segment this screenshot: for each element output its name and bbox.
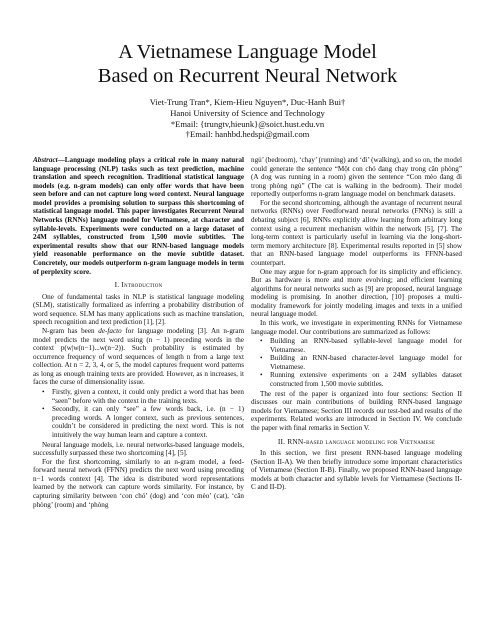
list-item: • Running extensive experiments on a 24M syllables dataset constructed from 1,500 movie subtitles. <box>270 371 462 388</box>
list-item: • Building an RNN-based syllable-level language model for Vietnamese. <box>270 337 462 354</box>
intro-paragraph-2: N-gram has been de-facto for language modeling [3]. An n-gram model predicts the next word using (n − 1) preceding words in the context p(w|w(n−1)...w(n−2)). Such probability is estimated by occurrence frequency of word sequences of length n from a large text collection. At n = 2, 3, 4, or 5, the model captures frequent word patterns as long as enough training texts are provided. However, as n increases, it faces the curse of dimensionality issue. <box>33 326 244 387</box>
paper-title <box>30 40 465 88</box>
author-names: Viet-Trung Tran*, Kiem-Hieu Nguyen*, Duc-Hanh Bui† <box>149 97 346 107</box>
intro-paragraph-3: Neural language models, i.e. neural networks-based language models, successfully surpassed these two shortcoming [4], [5]. <box>33 440 244 458</box>
title-line-2: Based on Recurrent Neural Network <box>97 65 398 87</box>
intro-paragraph-6: One may argue for n-gram approach for its simplicity and efficiency. But as hardware is more and more evolving; and efficient learning algorithms for neural networks such as [9] are proposed, neural language modeling is promising. In another direction, [10] proposes a multi-modality framework for jointly modeling images and texts in a unified neural language model. <box>251 267 462 319</box>
section2-paragraph-1: In this section, we first present RNN-based language modeling (Section II-A). We then briefly introduce some important characteristics of Vietnamese (Section II-B). Finally, we proposed RNN-based language models at both character and syllable levels for Vietnamese (Sections II-C and II-D). <box>251 449 462 492</box>
email-line-1: *Email: {trungtv,hieunk}@soict.hust.edu.vn <box>170 118 325 129</box>
abstract-lead: Abstract <box>33 156 58 164</box>
affiliation: Hanoi University of Science and Technology <box>170 107 325 118</box>
intro-bullet-list-1 <box>33 388 244 439</box>
list-item: • Firstly, given a context, it could only predict a word that has been “seen” before with the context in the training texts. <box>52 388 244 405</box>
list-item: • Secondly, it can only “see” a few words back, i.e. (n − 1) preceding words. A longer context, such as previous sentences, couldn’t be considered in predicting the next word. This is not intuitively the way human learn and capture a context. <box>52 405 244 439</box>
intro-paragraph-8: The rest of the paper is organized into four sections: Section II discusses our main contributions of building RNN-based language models for Vietnamese; Section III records our test-bed and results of the experiments. Related works are introduced in Section IV. We conclude the paper with final remarks in Section V. <box>251 389 462 432</box>
abstract <box>33 156 244 276</box>
intro-paragraph-1: One of fundamental tasks in NLP is statistical language modeling (SLM), statistically formalized as inferring a probability distribution of word sequence. SLM has many applications such as machine translation, speech recognition and text prediction [1], [2]. <box>33 292 244 327</box>
abstract-text: —Language modeling plays a critical role in many natural language processing (NLP) tasks such as text prediction, machine translation and speech recognition. Traditional statistical language models (e.g. n-gram models) can only offer words that have been seen before and can not capture long word context. Neural language model provides a promising solution to surpass this shortcoming of statistical language model. This paper investigates Recurrent Neural Networks (RNNs) language model for Vietnamese, at character and syllable-levels. Experiments were conducted on a large dataset of 24M syllables, constructed from 1,500 movie subtitles. The experimental results show that our RNN-based language models yield reasonable performance on the movie subtitle dataset. Concretely, our models outperform n-gram language models in term of perplexity score. <box>33 156 244 276</box>
intro-paragraph-4: For the first shortcoming, similarly to an n-gram model, a feed-forward neural network (FFNN) predicts the next word using preceding n−1 words context [4]. The idea is distributed word representations learned by the network can capture words similarity. For instance, by capturing similarity between ‘con chó’ (dog) and ‘con mèo’ (cat), ‘căn phòng’ (room) and ‘phòng <box>33 457 244 509</box>
section-heading-rnn: II. RNN-based language modeling for Vietnamese <box>277 436 436 446</box>
author-block <box>30 97 465 140</box>
intro-paragraph-7: In this work, we investigate in experimenting RNNs for Vietnamese language model. Our contributions are summarized as follows: <box>251 318 462 336</box>
section-heading-introduction: I. Introduction <box>114 280 163 290</box>
list-item: • Building an RNN-based character-level language model for Vietnamese. <box>270 354 462 371</box>
contribution-list <box>251 337 462 388</box>
left-column <box>33 156 244 509</box>
email-line-2: †Email: hanhbd.hedspi@gmail.com <box>185 129 310 140</box>
intro-paragraph-5: For the second shortcoming, although the avantage of recurrent neural networks (RNNs) over Feedforward neural networks (FNNs) is still a debating subject [6], RNNs explicitly allow learning from arbitrary long context using a recurrent mechanism within the network [5], [7]. The long-term context is particularly useful in learning via the long-short-term memory architecture [8]. Experimental results reported in [5] show that an RNN-based language model outperforms its FFNN-based counterpart. <box>251 198 462 267</box>
title-line-1: A Vietnamese Language Model <box>118 41 377 63</box>
intro-paragraph-4-continued: ngủ’ (bedroom), ‘chạy’ (running) and ‘đi’ (walking), and so on, the model could generate the sentence “Một con chó đang chạy trong căn phòng” (A dog was running in a room) given the sentence “Con mèo đang đi trong phòng ngủ” (The cat is walking in the bedroom). Their model reportedly outperforms n-gram language model on benchmark datasets. <box>251 156 462 199</box>
right-column <box>251 156 462 492</box>
